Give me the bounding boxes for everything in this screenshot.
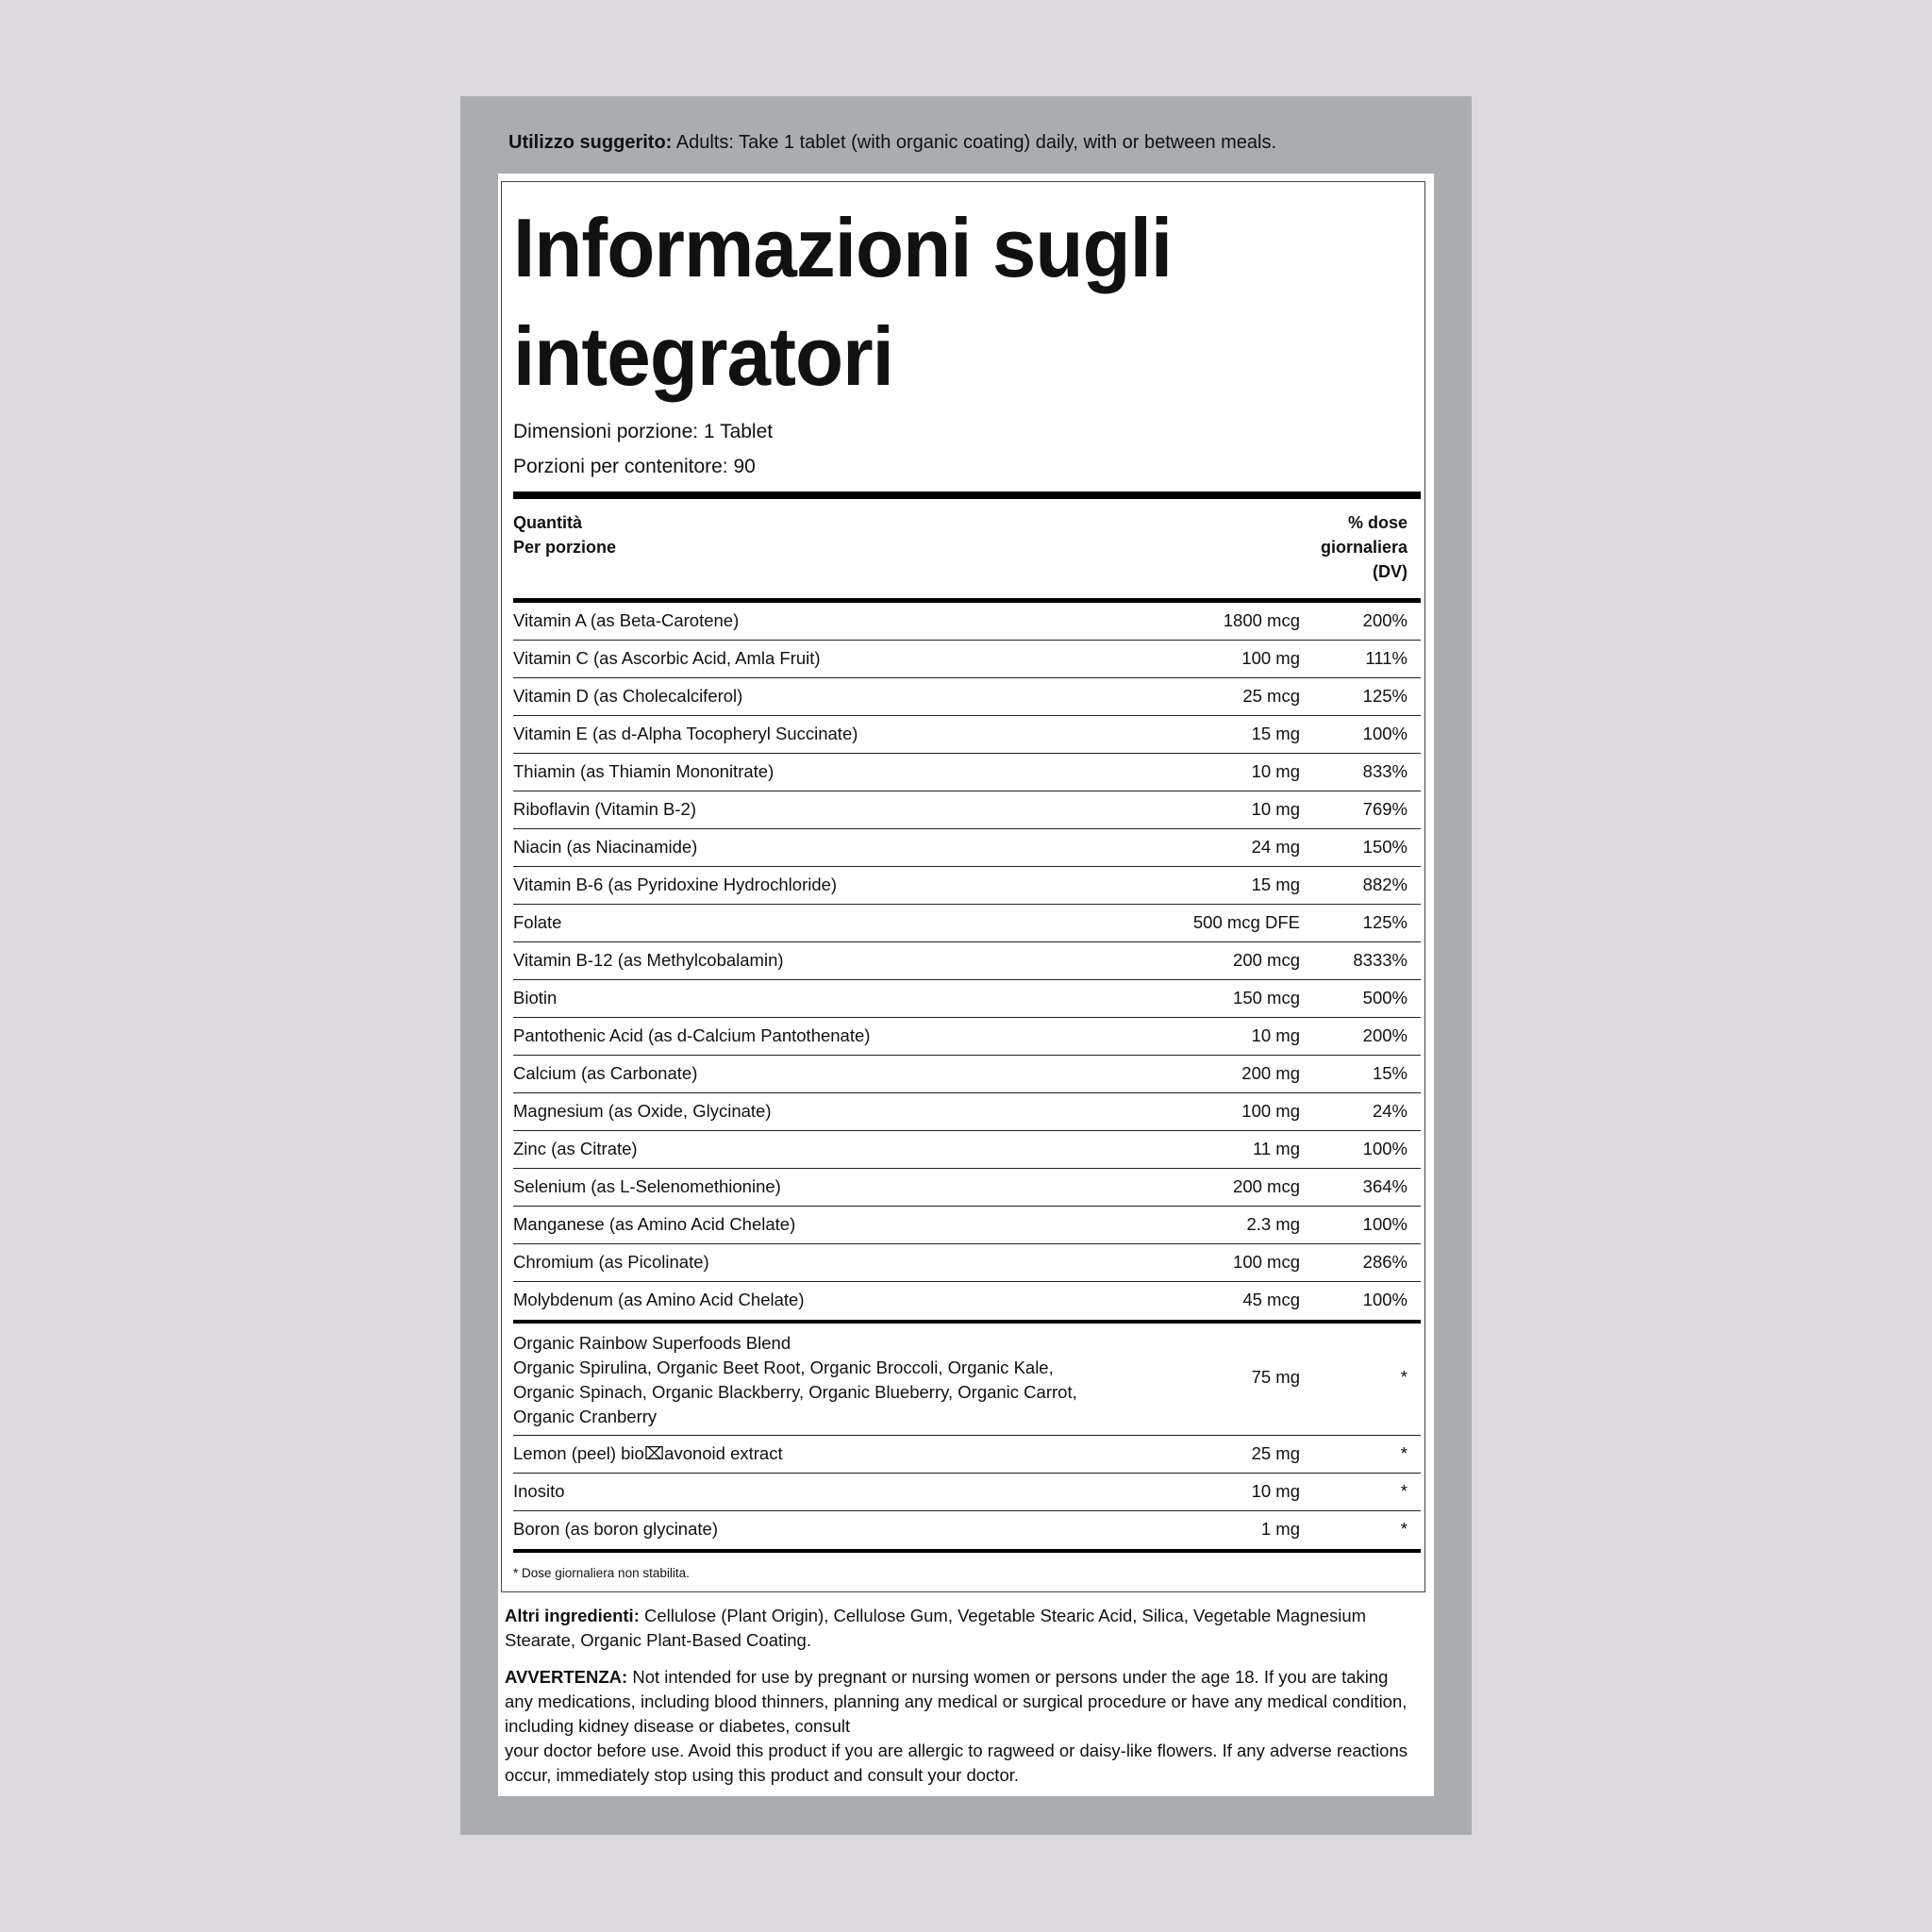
nutrient-amount: 1 mg (1260, 1519, 1300, 1539)
nutrient-name: Vitamin C (as Ascorbic Acid, Amla Fruit) (513, 648, 821, 668)
nutrient-name: Calcium (as Carbonate) (513, 1063, 698, 1083)
table-row (513, 1131, 1421, 1169)
nutrient-amount: 25 mg (1251, 1443, 1300, 1463)
blend-name: Organic Rainbow Superfoods Blend (513, 1333, 791, 1353)
nutrient-dv: 882% (1362, 874, 1407, 894)
other-ingredients-label: Altri ingredienti: (505, 1606, 640, 1625)
nutrient-amount: 2.3 mg (1246, 1214, 1300, 1234)
nutrient-name: Niacin (as Niacinamide) (513, 837, 698, 857)
nutrient-dv: 769% (1362, 799, 1407, 819)
nutrient-amount: 100 mcg (1233, 1252, 1300, 1272)
blend-amount: 75 mg (1251, 1367, 1300, 1387)
other-ingredients (505, 1604, 1420, 1653)
table-row (513, 641, 1421, 678)
nutrient-name: Manganese (as Amino Acid Chelate) (513, 1214, 796, 1234)
table-row (513, 1436, 1421, 1474)
nutrient-dv: 833% (1362, 761, 1407, 781)
amount-header-line2: Per porzione (513, 538, 617, 557)
table-row (513, 1244, 1421, 1282)
servings-per-container: Porzioni per contenitore: 90 (513, 456, 756, 477)
nutrient-amount: 200 mg (1241, 1063, 1300, 1083)
table-row (513, 791, 1421, 829)
nutrient-name: Pantothenic Acid (as d-Calcium Pantothenate) (513, 1025, 871, 1045)
nutrient-amount: 24 mg (1251, 837, 1300, 857)
extra-list (513, 1436, 1421, 1549)
nutrient-name: Vitamin E (as d-Alpha Tocopheryl Succinate) (513, 724, 858, 743)
nutrient-dv: 125% (1362, 912, 1407, 932)
nutrient-amount: 100 mg (1241, 648, 1300, 668)
nutrient-dv: 111% (1365, 648, 1407, 668)
nutrient-name: Chromium (as Picolinate) (513, 1252, 709, 1272)
nutrient-dv: 200% (1362, 1025, 1407, 1045)
nutrient-dv: 100% (1362, 1214, 1407, 1234)
table-row (513, 1511, 1421, 1549)
nutrient-dv: 15% (1372, 1063, 1407, 1083)
blend-dv: * (1400, 1367, 1407, 1387)
blend-row (513, 1324, 1421, 1436)
warning-text-1: Not intended for use by pregnant or nursing women or persons under the age 18. If you are taking any medications, including blood thinners, planning any medical or surgical procedure or have any medical condition, including kidney disease or diabetes, consult (505, 1667, 1407, 1736)
table-row (513, 754, 1421, 791)
nutrient-amount: 25 mcg (1242, 686, 1300, 706)
dv-header-line2: giornaliera (1320, 538, 1407, 557)
serving-size: Dimensioni porzione: 1 Tablet (513, 421, 774, 442)
nutrient-name: Selenium (as L-Selenomethionine) (513, 1176, 781, 1196)
nutrient-amount: 15 mg (1251, 874, 1300, 894)
nutrient-name: Vitamin B-6 (as Pyridoxine Hydrochloride) (513, 874, 838, 894)
table-row (513, 1207, 1421, 1244)
nutrient-name: Molybdenum (as Amino Acid Chelate) (513, 1290, 805, 1309)
nutrient-name: Vitamin D (as Cholecalciferol) (513, 686, 743, 706)
amount-header-line1: Quantità (513, 513, 583, 532)
blend-name-cell (513, 1331, 1117, 1429)
nutrient-amount: 200 mcg (1233, 1176, 1300, 1196)
nutrient-name: Folate (513, 912, 562, 932)
dv-header (1321, 510, 1407, 584)
nutrient-name: Zinc (as Citrate) (513, 1139, 638, 1158)
nutrient-amount: 500 mcg DFE (1192, 912, 1300, 932)
table-row (513, 829, 1421, 867)
nutrient-name: Magnesium (as Oxide, Glycinate) (513, 1101, 772, 1121)
warning-text-2: your doctor before use. Avoid this product if you are allergic to ragweed or daisy-like flowers. If any adverse reactions occur, immediately stop using this product and consult your doctor. (505, 1740, 1408, 1785)
nutrient-amount: 150 mcg (1233, 988, 1300, 1008)
nutrient-name: Vitamin B-12 (as Methylcobalamin) (513, 950, 784, 970)
table-row (513, 867, 1421, 905)
nutrient-dv: 286% (1362, 1252, 1407, 1272)
nutrient-dv: 24% (1372, 1101, 1407, 1121)
nutrient-dv: 100% (1362, 1139, 1407, 1158)
nutrient-name: Inosito (513, 1481, 565, 1501)
table-row (513, 603, 1421, 641)
nutrient-dv: 100% (1362, 724, 1407, 743)
facts-title-line2: integratori (513, 309, 893, 403)
supplement-facts-box (501, 181, 1425, 1592)
nutrient-dv: 364% (1362, 1176, 1407, 1196)
suggested-use-label: Utilizzo suggerito: (508, 132, 673, 153)
nutrient-name: Vitamin A (as Beta-Carotene) (513, 610, 740, 630)
nutrient-dv: 500% (1362, 988, 1407, 1008)
nutrient-amount: 10 mg (1251, 1025, 1300, 1045)
footer-divider (513, 1549, 1421, 1553)
suggested-use-text: Adults: Take 1 tablet (with organic coating) daily, with or between meals. (675, 132, 1277, 153)
table-row (513, 1093, 1421, 1131)
nutrient-amount: 10 mg (1251, 799, 1300, 819)
table-row (513, 1056, 1421, 1093)
table-row (513, 1282, 1421, 1320)
nutrient-amount: 45 mcg (1242, 1290, 1300, 1309)
nutrient-dv: 125% (1362, 686, 1407, 706)
nutrient-dv: * (1400, 1481, 1407, 1501)
nutrient-amount: 15 mg (1251, 724, 1300, 743)
nutrient-amount: 10 mg (1251, 1481, 1300, 1501)
nutrient-amount: 100 mg (1241, 1101, 1300, 1121)
blend-ingredients: Organic Spirulina, Organic Beet Root, Organic Broccoli, Organic Kale, Organic Spinach, Organic Blackberry, Organic Blueberry, Organic Carrot, Organic Cranberry (513, 1357, 1077, 1426)
facts-title (513, 182, 1375, 414)
table-row (513, 1169, 1421, 1207)
nutrient-dv: * (1400, 1519, 1407, 1539)
table-row (513, 905, 1421, 942)
other-ingredients-text: Cellulose (Plant Origin), Cellulose Gum, Vegetable Stearic Acid, Silica, Vegetable Magnesium Stearate, Organic Plant-Based Coating. (505, 1606, 1367, 1650)
footnote: * Dose giornaliera non stabilita. (513, 1566, 690, 1580)
nutrient-list (513, 603, 1421, 1320)
nutrient-dv: 8333% (1353, 950, 1407, 970)
suggested-use (508, 132, 1452, 154)
warning-label: AVVERTENZA: (505, 1667, 628, 1687)
nutrient-dv: 150% (1362, 837, 1407, 857)
table-header (513, 499, 1421, 598)
nutrient-name: Lemon (peel) bio⌧avonoid extract (513, 1443, 783, 1463)
nutrient-amount: 11 mg (1252, 1139, 1300, 1158)
dv-header-line1: % dose (1347, 513, 1407, 532)
thick-divider (513, 491, 1421, 499)
serving-info (513, 414, 1421, 484)
amount-header (513, 510, 616, 559)
nutrient-dv: 200% (1362, 610, 1407, 630)
table-row (513, 1474, 1421, 1511)
table-row (513, 716, 1421, 754)
nutrient-name: Thiamin (as Thiamin Mononitrate) (513, 761, 774, 781)
nutrient-dv: 100% (1362, 1290, 1407, 1309)
nutrient-dv: * (1400, 1443, 1407, 1463)
nutrient-amount: 200 mcg (1233, 950, 1300, 970)
table-row (513, 942, 1421, 980)
nutrient-amount: 10 mg (1251, 761, 1300, 781)
nutrient-name: Biotin (513, 988, 558, 1008)
warning (505, 1665, 1420, 1788)
table-row (513, 1018, 1421, 1056)
dv-header-line3: (DV) (1373, 562, 1407, 581)
nutrient-name: Riboflavin (Vitamin B-2) (513, 799, 696, 819)
table-row (513, 678, 1421, 716)
facts-title-line1: Informazioni sugli (513, 201, 1173, 294)
table-row (513, 980, 1421, 1018)
nutrient-amount: 1800 mcg (1223, 610, 1300, 630)
nutrient-name: Boron (as boron glycinate) (513, 1519, 718, 1539)
